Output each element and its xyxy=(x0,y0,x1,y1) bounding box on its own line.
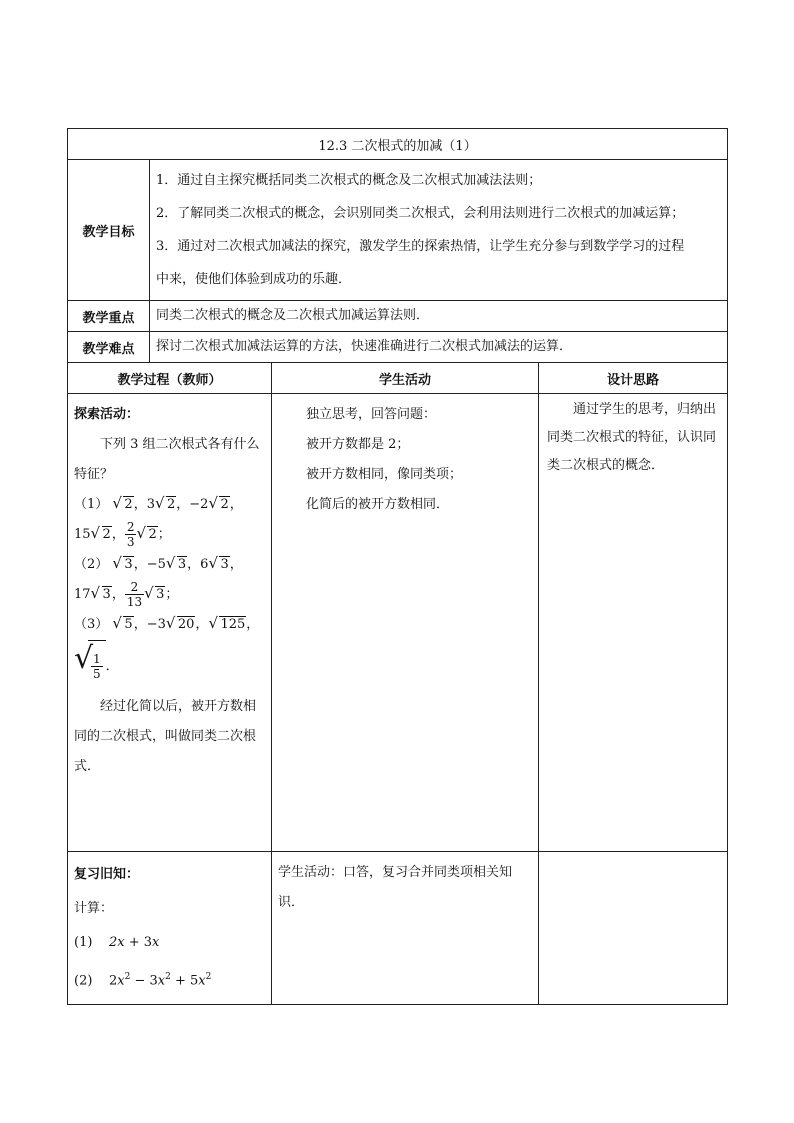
key-point-label: 教学重点 xyxy=(68,301,150,332)
review-item-2: (2) $2x^2 - 3x^2 + 5x^2$ xyxy=(74,972,212,989)
group3-cont: √ $\frac{1}{5}$ ． xyxy=(74,640,265,692)
student-line: 独立思考，回答问题： xyxy=(306,407,437,422)
group2: （2） √ 3，−5 √ 3，6 √ 3， xyxy=(74,554,243,572)
review-heading: 复习旧知： xyxy=(74,867,140,882)
difficulty-text: 探讨二次根式加减法运算的方法，快速准确进行二次根式加减法的运算． xyxy=(150,332,728,363)
student-review-text: 学生活动：口答，复习合并同类项相关知识． xyxy=(278,865,513,910)
key-point-text: 同类二次根式的概念及二次根式加减运算法则． xyxy=(150,301,728,332)
objectives-list xyxy=(150,160,728,301)
review-calc: 计算： xyxy=(74,901,114,916)
student-line: 化简后的被开方数相同． xyxy=(306,497,450,512)
column-design: 设计思路 xyxy=(539,363,728,394)
lesson-table xyxy=(67,128,728,1005)
teacher-review-cell xyxy=(68,852,272,1005)
column-student: 学生活动 xyxy=(272,363,539,394)
student-line: 被开方数都是 2； xyxy=(306,437,410,452)
group2-cont: 17 √ 3， $\frac{2}{13}$ √ 3； xyxy=(74,580,179,609)
explore-conclusion: 经过化简以后，被开方数相同的二次根式，叫做同类二次根式． xyxy=(74,699,257,774)
objectives-label: 教学目标 xyxy=(68,160,150,301)
teacher-explore-cell xyxy=(68,394,272,852)
lesson-plan xyxy=(67,128,727,1005)
group1: （1） √ 2，3 √ 2，−2 √ 2， xyxy=(74,494,243,512)
objective-item: 2．了解同类二次根式的概念，会识别同类二次根式，会利用法则进行二次根式的加减运算； xyxy=(156,206,685,221)
explore-heading: 探索活动： xyxy=(74,407,140,422)
student-explore-cell xyxy=(272,394,539,852)
review-item-1: (1) 2x + 3x xyxy=(74,935,160,950)
explore-intro: 下列 3 组二次根式各有什么特征？ xyxy=(74,437,260,482)
student-line: 被开方数相同，像同类项； xyxy=(306,467,463,482)
design-text: 通过学生的思考，归纳出同类二次根式的特征，认识同类二次根式的概念． xyxy=(547,402,717,473)
lesson-title: 12.3 二次根式的加减（1） xyxy=(68,129,728,160)
design-review-cell xyxy=(539,852,728,1005)
objective-item: 中来，使他们体验到成功的乐趣． xyxy=(156,272,352,287)
objective-item: 1．通过自主探究概括同类二次根式的概念及二次根式加减法法则； xyxy=(156,173,542,188)
column-teacher: 教学过程（教师） xyxy=(68,363,272,394)
design-explore-cell xyxy=(539,394,728,852)
difficulty-label: 教学难点 xyxy=(68,332,150,363)
group1-cont: 15 √ 2， $\frac{2}{3}$ √ 2； xyxy=(74,520,171,549)
group3: （3） √ 5，−3 √ 20， √ 125， xyxy=(74,614,260,632)
objective-item: 3．通过对二次根式加减法的探究，激发学生的探索热情，让学生充分参与到数学学习的过程 xyxy=(156,239,685,254)
student-review-cell xyxy=(272,852,539,1005)
